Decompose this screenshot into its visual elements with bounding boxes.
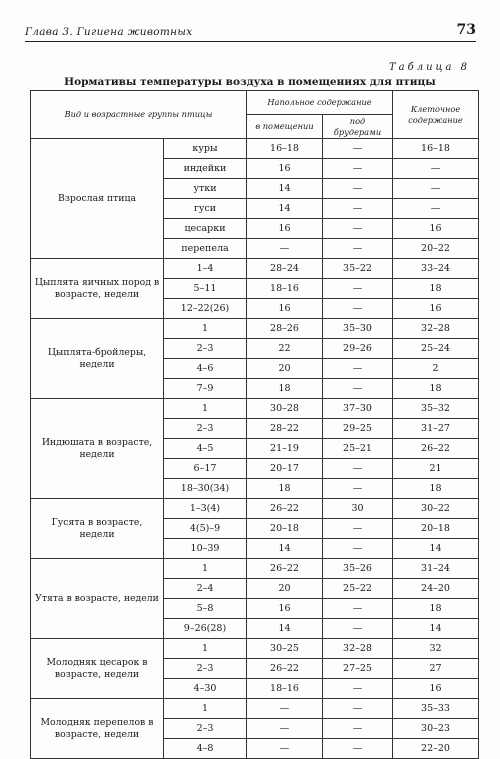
in-room-value: 22 xyxy=(247,339,323,359)
under-brooder-value: — xyxy=(323,299,393,319)
under-brooder-value: 29–26 xyxy=(323,339,393,359)
header-species: Вид и возрастные группы птицы xyxy=(31,91,247,139)
header-in-room: в помещении xyxy=(247,115,323,139)
under-brooder-value: 27–25 xyxy=(323,659,393,679)
table-caption: Таблица 8 xyxy=(388,62,470,73)
row-label: 10–39 xyxy=(164,539,247,559)
cage-value: 35–32 xyxy=(393,399,479,419)
cage-value: — xyxy=(393,159,479,179)
in-room-value: 20 xyxy=(247,359,323,379)
row-label: 4(5)–9 xyxy=(164,519,247,539)
in-room-value: 16 xyxy=(247,219,323,239)
in-room-value: — xyxy=(247,239,323,259)
cage-value: 20–22 xyxy=(393,239,479,259)
under-brooder-value: — xyxy=(323,379,393,399)
in-room-value: 14 xyxy=(247,199,323,219)
under-brooder-value: — xyxy=(323,479,393,499)
cage-value: 18 xyxy=(393,479,479,499)
cage-value: 16–18 xyxy=(393,139,479,159)
row-label: 9–26(28) xyxy=(164,619,247,639)
row-label: 1–4 xyxy=(164,259,247,279)
table-body xyxy=(31,139,479,759)
in-room-value: 18 xyxy=(247,479,323,499)
under-brooder-value: — xyxy=(323,139,393,159)
group-name: Цыплята-бройлеры, недели xyxy=(31,319,164,399)
cage-value: 33–24 xyxy=(393,259,479,279)
running-head xyxy=(25,22,476,42)
row-label: 2–3 xyxy=(164,719,247,739)
under-brooder-value: — xyxy=(323,519,393,539)
cage-value: 35–33 xyxy=(393,699,479,719)
table-row xyxy=(31,139,479,159)
cage-value: 31–24 xyxy=(393,559,479,579)
row-label: 6–17 xyxy=(164,459,247,479)
under-brooder-value: — xyxy=(323,279,393,299)
row-label: 5–11 xyxy=(164,279,247,299)
cage-value: 14 xyxy=(393,539,479,559)
in-room-value: 28–26 xyxy=(247,319,323,339)
cage-value: 2 xyxy=(393,359,479,379)
in-room-value: 26–22 xyxy=(247,559,323,579)
chapter-title: Глава 3. Гигиена животных xyxy=(25,26,193,38)
row-label: 4–5 xyxy=(164,439,247,459)
in-room-value: — xyxy=(247,699,323,719)
row-label: 4–6 xyxy=(164,359,247,379)
row-label: индейки xyxy=(164,159,247,179)
under-brooder-value: — xyxy=(323,679,393,699)
in-room-value: 14 xyxy=(247,179,323,199)
row-label: гуси xyxy=(164,199,247,219)
in-room-value: 20–17 xyxy=(247,459,323,479)
cage-value: 30–22 xyxy=(393,499,479,519)
under-brooder-value: — xyxy=(323,699,393,719)
under-brooder-value: — xyxy=(323,219,393,239)
row-label: 1 xyxy=(164,639,247,659)
cage-value: 18 xyxy=(393,599,479,619)
table-row xyxy=(31,559,479,579)
row-label: 12–22(26) xyxy=(164,299,247,319)
row-label: 4–30 xyxy=(164,679,247,699)
header-cage: Клеточное содержание xyxy=(393,91,479,139)
row-label: утки xyxy=(164,179,247,199)
group-name: Цыплята яичных пород в возрасте, недели xyxy=(31,259,164,319)
under-brooder-value: — xyxy=(323,239,393,259)
under-brooder-value: 25–21 xyxy=(323,439,393,459)
under-brooder-value: 29–25 xyxy=(323,419,393,439)
row-label: куры xyxy=(164,139,247,159)
cage-value: — xyxy=(393,179,479,199)
in-room-value: 21–19 xyxy=(247,439,323,459)
under-brooder-value: 37–30 xyxy=(323,399,393,419)
table-row xyxy=(31,639,479,659)
cage-value: 32–28 xyxy=(393,319,479,339)
under-brooder-value: 35–26 xyxy=(323,559,393,579)
row-label: перепела xyxy=(164,239,247,259)
in-room-value: 18–16 xyxy=(247,679,323,699)
in-room-value: 30–28 xyxy=(247,399,323,419)
under-brooder-value: — xyxy=(323,159,393,179)
under-brooder-value: 35–30 xyxy=(323,319,393,339)
in-room-value: 14 xyxy=(247,619,323,639)
in-room-value: 26–22 xyxy=(247,659,323,679)
cage-value: 18 xyxy=(393,379,479,399)
in-room-value: 30–25 xyxy=(247,639,323,659)
in-room-value: 16 xyxy=(247,299,323,319)
group-name: Взрослая птица xyxy=(31,139,164,259)
in-room-value: 28–24 xyxy=(247,259,323,279)
cage-value: 30–23 xyxy=(393,719,479,739)
table-row xyxy=(31,319,479,339)
in-room-value: — xyxy=(247,719,323,739)
in-room-value: 16–18 xyxy=(247,139,323,159)
cage-value: 20–18 xyxy=(393,519,479,539)
row-label: 2–3 xyxy=(164,419,247,439)
cage-value: 26–22 xyxy=(393,439,479,459)
under-brooder-value: 35–22 xyxy=(323,259,393,279)
in-room-value: 18 xyxy=(247,379,323,399)
cage-value: 16 xyxy=(393,219,479,239)
table-row xyxy=(31,499,479,519)
under-brooder-value: 25–22 xyxy=(323,579,393,599)
in-room-value: 20–18 xyxy=(247,519,323,539)
row-label: 1 xyxy=(164,699,247,719)
group-name: Индюшата в возрасте, недели xyxy=(31,399,164,499)
group-name: Гусята в возрасте, недели xyxy=(31,499,164,559)
in-room-value: 18–16 xyxy=(247,279,323,299)
row-label: 1 xyxy=(164,319,247,339)
row-label: 18–30(34) xyxy=(164,479,247,499)
in-room-value: 20 xyxy=(247,579,323,599)
under-brooder-value: — xyxy=(323,459,393,479)
group-name: Утята в возрасте, недели xyxy=(31,559,164,639)
cage-value: 25–24 xyxy=(393,339,479,359)
header-under-brooder: под брудерами xyxy=(323,115,393,139)
row-label: 1 xyxy=(164,559,247,579)
cage-value: — xyxy=(393,199,479,219)
cage-value: 32 xyxy=(393,639,479,659)
cage-value: 16 xyxy=(393,299,479,319)
under-brooder-value: — xyxy=(323,179,393,199)
in-room-value: 16 xyxy=(247,599,323,619)
cage-value: 31–27 xyxy=(393,419,479,439)
row-label: 4–8 xyxy=(164,739,247,759)
in-room-value: 14 xyxy=(247,539,323,559)
cage-value: 21 xyxy=(393,459,479,479)
group-name: Молодняк цесарок в возрасте, недели xyxy=(31,639,164,699)
under-brooder-value: — xyxy=(323,719,393,739)
table-title: Нормативы температуры воздуха в помещениях для птицы xyxy=(64,76,436,88)
header-floor: Напольное содержание xyxy=(247,91,393,115)
under-brooder-value: 30 xyxy=(323,499,393,519)
under-brooder-value: — xyxy=(323,199,393,219)
under-brooder-value: — xyxy=(323,359,393,379)
row-label: 1 xyxy=(164,399,247,419)
in-room-value: 26–22 xyxy=(247,499,323,519)
under-brooder-value: — xyxy=(323,539,393,559)
cage-value: 18 xyxy=(393,279,479,299)
cage-value: 24–20 xyxy=(393,579,479,599)
cage-value: 27 xyxy=(393,659,479,679)
row-label: 2–4 xyxy=(164,579,247,599)
table-row xyxy=(31,399,479,419)
under-brooder-value: — xyxy=(323,619,393,639)
temperature-norms-table xyxy=(30,90,479,759)
cage-value: 14 xyxy=(393,619,479,639)
row-label: 5–8 xyxy=(164,599,247,619)
under-brooder-value: — xyxy=(323,599,393,619)
cage-value: 16 xyxy=(393,679,479,699)
table-row xyxy=(31,259,479,279)
page-number: 73 xyxy=(456,22,476,38)
row-label: 2–3 xyxy=(164,339,247,359)
row-label: 2–3 xyxy=(164,659,247,679)
under-brooder-value: — xyxy=(323,739,393,759)
group-name: Молодняк перепелов в возрасте, недели xyxy=(31,699,164,759)
row-label: цесарки xyxy=(164,219,247,239)
in-room-value: 16 xyxy=(247,159,323,179)
in-room-value: 28–22 xyxy=(247,419,323,439)
row-label: 7–9 xyxy=(164,379,247,399)
in-room-value: — xyxy=(247,739,323,759)
row-label: 1–3(4) xyxy=(164,499,247,519)
cage-value: 22–20 xyxy=(393,739,479,759)
under-brooder-value: 32–28 xyxy=(323,639,393,659)
